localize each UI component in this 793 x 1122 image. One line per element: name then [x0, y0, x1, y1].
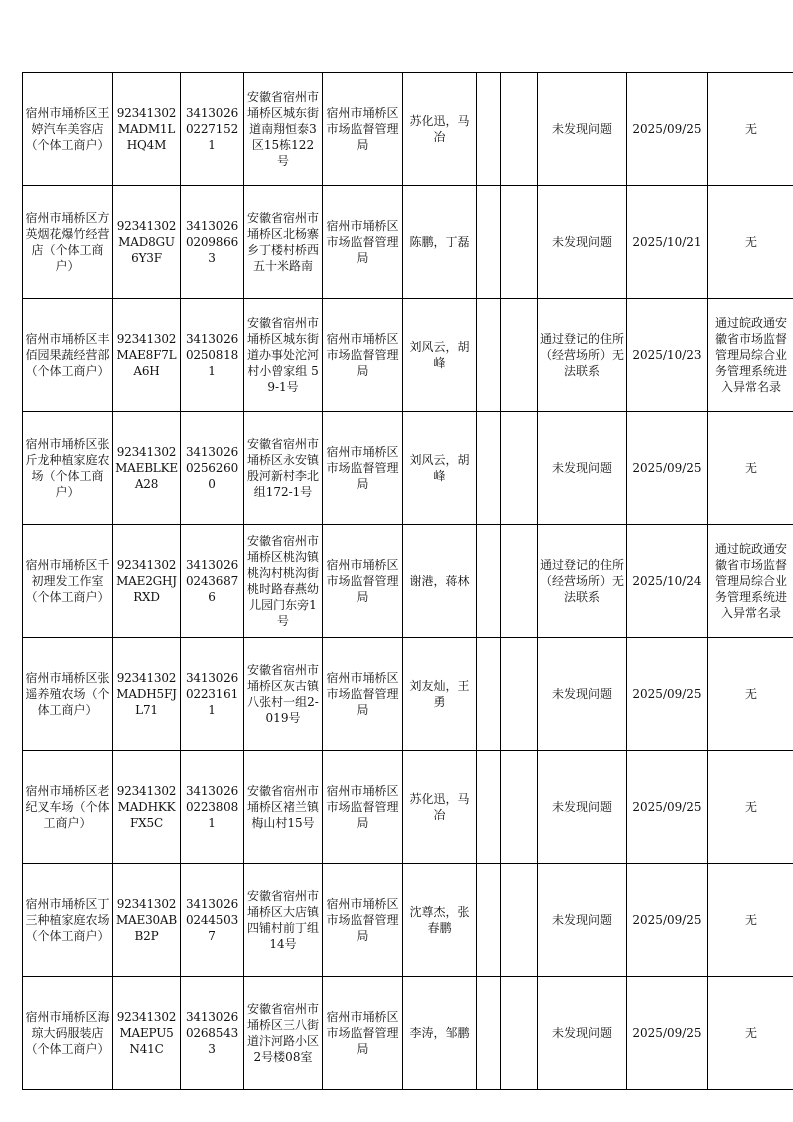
- entity-name-cell: 宿州市埇桥区丰佰园果蔬经营部（个体工商户）: [23, 299, 113, 412]
- address-cell: 安徽省宿州市埇桥区大店镇四铺村前丁组14号: [244, 864, 323, 977]
- result-cell: 未发现问题: [538, 864, 627, 977]
- entity-name-cell: 宿州市埇桥区方英烟花爆竹经营店（个体工商户）: [23, 186, 113, 299]
- inspectors-cell: 陈鹏，丁磊: [403, 186, 477, 299]
- table-row: [23, 864, 793, 977]
- date-cell: 2025/10/24: [627, 525, 708, 638]
- date-cell: 2025/09/25: [627, 977, 708, 1090]
- handling-cell: 通过皖政通安徽省市场监督管理局综合业务管理系统进入异常名录: [708, 299, 793, 412]
- inspectors-cell: 苏化迅，马冶: [403, 751, 477, 864]
- entity-name-cell: 宿州市埇桥区张斤龙种植家庭农场（个体工商户）: [23, 412, 113, 525]
- authority-cell: 宿州市埇桥区市场监督管理局: [323, 864, 403, 977]
- date-cell: 2025/09/25: [627, 751, 708, 864]
- inspectors-cell: 刘风云，胡峰: [403, 412, 477, 525]
- result-cell: 未发现问题: [538, 186, 627, 299]
- credit-code-cell: 92341302MADM1LHQ4M: [113, 73, 181, 186]
- result-cell: 未发现问题: [538, 638, 627, 751]
- result-cell: 通过登记的住所（经营场所）无法联系: [538, 299, 627, 412]
- authority-cell: 宿州市埇桥区市场监督管理局: [323, 638, 403, 751]
- date-cell: 2025/09/25: [627, 73, 708, 186]
- address-cell: 安徽省宿州市埇桥区城东街道办事处沱河村小曾家组 59-1号: [244, 299, 323, 412]
- authority-cell: 宿州市埇桥区市场监督管理局: [323, 73, 403, 186]
- handling-cell: 无: [708, 638, 793, 751]
- table-body: [23, 73, 793, 1090]
- handling-cell: 通过皖政通安徽省市场监督管理局综合业务管理系统进入异常名录: [708, 525, 793, 638]
- registration-number-cell: 341302602238081: [181, 751, 244, 864]
- credit-code-cell: 92341302MAE2GHJRXD: [113, 525, 181, 638]
- table-row: [23, 73, 793, 186]
- entity-name-cell: 宿州市埇桥区老纪叉车场（个体工商户）: [23, 751, 113, 864]
- handling-cell: 无: [708, 864, 793, 977]
- registration-number-cell: 341302602445037: [181, 864, 244, 977]
- table-row: [23, 525, 793, 638]
- date-cell: 2025/10/23: [627, 299, 708, 412]
- entity-name-cell: 宿州市埇桥区千初理发工作室（个体工商户）: [23, 525, 113, 638]
- empty-cell: [501, 751, 538, 864]
- inspectors-cell: 沈尊杰，张春鹏: [403, 864, 477, 977]
- credit-code-cell: 92341302MAEBLKEA28: [113, 412, 181, 525]
- entity-name-cell: 宿州市埇桥区张遥养殖农场（个体工商户）: [23, 638, 113, 751]
- inspectors-cell: 刘风云，胡峰: [403, 299, 477, 412]
- table-row: [23, 638, 793, 751]
- date-cell: 2025/10/21: [627, 186, 708, 299]
- address-cell: 安徽省宿州市埇桥区北杨寨乡丁楼村桥西五十米路南: [244, 186, 323, 299]
- credit-code-cell: 92341302MADH5FJL71: [113, 638, 181, 751]
- empty-cell: [501, 977, 538, 1090]
- empty-cell: [477, 186, 501, 299]
- empty-cell: [477, 299, 501, 412]
- inspection-table: [22, 72, 793, 1090]
- empty-cell: [477, 751, 501, 864]
- result-cell: 未发现问题: [538, 977, 627, 1090]
- entity-name-cell: 宿州市埇桥区海琼大码服装店（个体工商户）: [23, 977, 113, 1090]
- empty-cell: [501, 864, 538, 977]
- credit-code-cell: 92341302MAE30ABB2P: [113, 864, 181, 977]
- inspectors-cell: 刘友灿，王勇: [403, 638, 477, 751]
- registration-number-cell: 341302602685433: [181, 977, 244, 1090]
- credit-code-cell: 92341302MAE8F7LA6H: [113, 299, 181, 412]
- handling-cell: 无: [708, 73, 793, 186]
- authority-cell: 宿州市埇桥区市场监督管理局: [323, 186, 403, 299]
- inspectors-cell: 李涛，邹鹏: [403, 977, 477, 1090]
- empty-cell: [501, 525, 538, 638]
- authority-cell: 宿州市埇桥区市场监督管理局: [323, 299, 403, 412]
- address-cell: 安徽省宿州市埇桥区三八街道汴河路小区2号楼08室: [244, 977, 323, 1090]
- empty-cell: [501, 638, 538, 751]
- empty-cell: [477, 638, 501, 751]
- authority-cell: 宿州市埇桥区市场监督管理局: [323, 751, 403, 864]
- table-row: [23, 751, 793, 864]
- date-cell: 2025/09/25: [627, 864, 708, 977]
- empty-cell: [477, 977, 501, 1090]
- handling-cell: 无: [708, 751, 793, 864]
- registration-number-cell: 341302602271521: [181, 73, 244, 186]
- empty-cell: [477, 412, 501, 525]
- registration-number-cell: 341302602562600: [181, 412, 244, 525]
- result-cell: 通过登记的住所（经营场所）无法联系: [538, 525, 627, 638]
- registration-number-cell: 341302602508181: [181, 299, 244, 412]
- empty-cell: [501, 73, 538, 186]
- registration-number-cell: 341302602231611: [181, 638, 244, 751]
- authority-cell: 宿州市埇桥区市场监督管理局: [323, 977, 403, 1090]
- inspectors-cell: 苏化迅，马冶: [403, 73, 477, 186]
- handling-cell: 无: [708, 412, 793, 525]
- entity-name-cell: 宿州市埇桥区王婷汽车美容店（个体工商户）: [23, 73, 113, 186]
- registration-number-cell: 341302602436876: [181, 525, 244, 638]
- address-cell: 安徽省宿州市埇桥区永安镇殷河新村李北组172-1号: [244, 412, 323, 525]
- registration-number-cell: 341302602098663: [181, 186, 244, 299]
- empty-cell: [477, 864, 501, 977]
- handling-cell: 无: [708, 186, 793, 299]
- empty-cell: [501, 299, 538, 412]
- empty-cell: [501, 412, 538, 525]
- entity-name-cell: 宿州市埇桥区丁三种植家庭农场（个体工商户）: [23, 864, 113, 977]
- date-cell: 2025/09/25: [627, 638, 708, 751]
- empty-cell: [477, 525, 501, 638]
- address-cell: 安徽省宿州市埇桥区褚兰镇梅山村15号: [244, 751, 323, 864]
- date-cell: 2025/09/25: [627, 412, 708, 525]
- result-cell: 未发现问题: [538, 412, 627, 525]
- result-cell: 未发现问题: [538, 73, 627, 186]
- result-cell: 未发现问题: [538, 751, 627, 864]
- table-row: [23, 299, 793, 412]
- table-row: [23, 412, 793, 525]
- table-row: [23, 186, 793, 299]
- empty-cell: [477, 73, 501, 186]
- credit-code-cell: 92341302MAEPU5N41C: [113, 977, 181, 1090]
- table-row: [23, 977, 793, 1090]
- credit-code-cell: 92341302MADHKKFX5C: [113, 751, 181, 864]
- inspectors-cell: 谢港，蒋林: [403, 525, 477, 638]
- address-cell: 安徽省宿州市埇桥区桃沟镇桃沟村桃沟街桃时路春燕幼儿园门东旁1号: [244, 525, 323, 638]
- credit-code-cell: 92341302MAD8GU6Y3F: [113, 186, 181, 299]
- empty-cell: [501, 186, 538, 299]
- handling-cell: 无: [708, 977, 793, 1090]
- address-cell: 安徽省宿州市埇桥区灰古镇八张村一组2-019号: [244, 638, 323, 751]
- authority-cell: 宿州市埇桥区市场监督管理局: [323, 525, 403, 638]
- address-cell: 安徽省宿州市埇桥区城东街道南翔恒泰3区15栋122号: [244, 73, 323, 186]
- authority-cell: 宿州市埇桥区市场监督管理局: [323, 412, 403, 525]
